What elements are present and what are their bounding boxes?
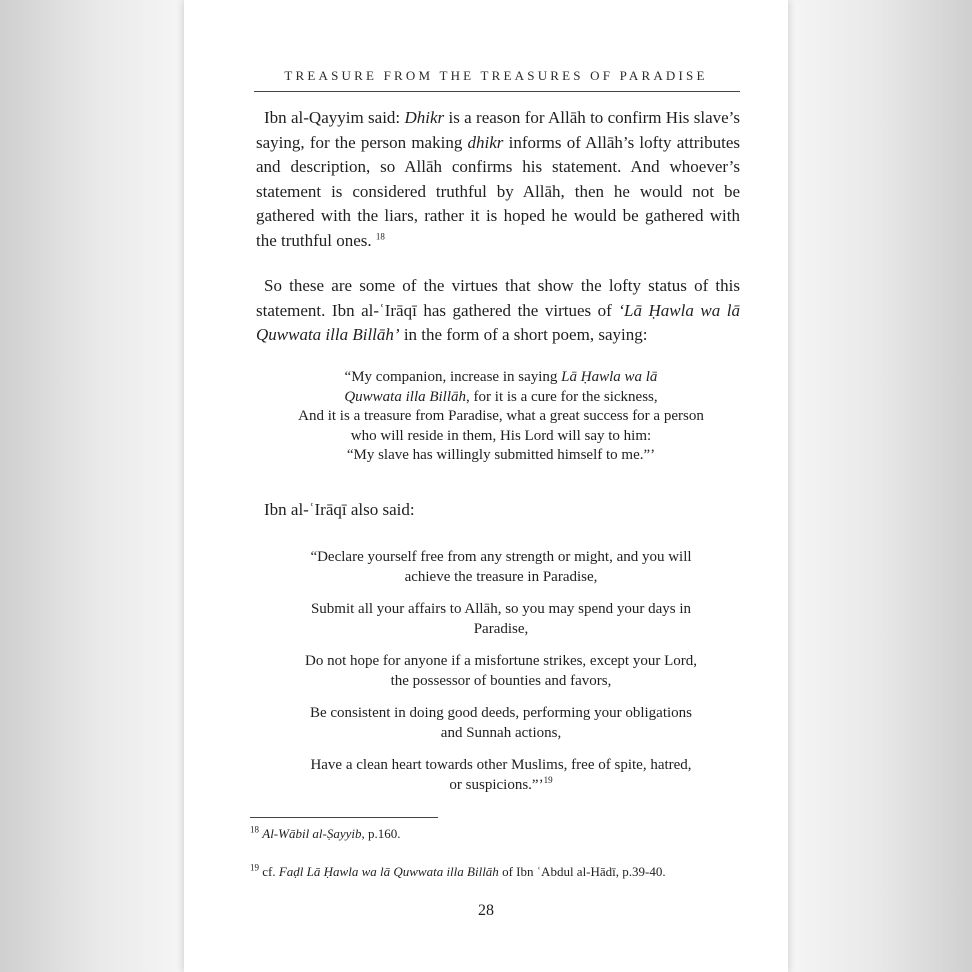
footnote-text: of Ibn ʿAbdul al-Hādī, p.39-40. (498, 864, 666, 879)
text-run: Ibn al-ʿIrāqī also said: (264, 500, 415, 519)
poem-line: “My companion, increase in saying Lā Ḥawla wa lā (344, 369, 658, 385)
footnote-ref-18[interactable]: 18 (375, 230, 385, 241)
page-number: 28 (478, 902, 494, 919)
footnote-number: 18 (250, 824, 259, 835)
poem-line: who will reside in them, His Lord will say to him: (350, 427, 652, 444)
footnote-ref-19[interactable]: 19 (543, 775, 553, 785)
poem-line: Paradise, (473, 621, 529, 637)
poem-line: Quwwata illa Billāh, for it is a cure for the sickness, (344, 388, 658, 405)
poem-line: Be consistent in doing good deeds, performing your obligations (309, 705, 693, 721)
poem-two-stanza-4 (256, 703, 746, 743)
text-run: So these are some of the virtues that show the lofty status of this statement. Ibn al-ʿIrāqī has gathered the virtues of (256, 276, 740, 320)
poem-line: or suspicions.”’$^{19}$ (449, 775, 553, 793)
paragraph-also-said (256, 498, 740, 523)
poem-one (256, 368, 746, 466)
text-run: in the form of a short poem, saying: (399, 325, 648, 344)
footnote-number: 19 (250, 862, 259, 873)
italic-run: Dhikr (404, 108, 445, 127)
text-run: Ibn al-Qayyim said: (264, 108, 405, 127)
footnote-text: , p.160. (361, 826, 401, 841)
poem-line: achieve the treasure in Paradise, (404, 569, 598, 585)
footnote-rule (250, 817, 438, 818)
paragraph-ibn-al-qayyim (256, 106, 740, 253)
poem-line: the possessor of bounties and favors, (390, 673, 612, 689)
poem-two-stanza-1 (256, 547, 746, 587)
footnote-19 (250, 863, 666, 881)
footnote-title: Al-Wābil al-Ṣayyib (262, 826, 362, 841)
italic-run: ‘Lā Ḥawla wa lā Quwwata illa Billāh’ (256, 300, 740, 344)
footnote-title: Faḍl Lā Ḥawla wa lā Quwwata illa Billāh (278, 864, 499, 879)
text-run: is a reason for Allāh to confirm His slave’s saying, for the person making (256, 108, 741, 152)
book-page (184, 0, 788, 972)
header-rule (254, 91, 740, 92)
italic-run: dhikr (467, 132, 504, 152)
footnote-18 (250, 825, 401, 843)
poem-line: Do not hope for anyone if a misfortune strikes, except your Lord, (305, 653, 697, 669)
poem-line: Have a clean heart towards other Muslims, free of spite, hatred, (310, 757, 692, 773)
poem-two-stanza-5 (256, 755, 746, 795)
poem-line: And it is a treasure from Paradise, what a great success for a person (298, 408, 704, 424)
poem-line: and Sunnah actions, (440, 725, 562, 741)
poem-line: “Declare yourself free from any strength or might, and you will (310, 549, 692, 565)
text-run: informs of Allāh’s lofty attributes and description, so Allāh confirms his statement. And whoever’s statement is considered truthful by Allāh, then he would not be gathered with the liars, rather it is hoped he would be gathered with the truthful ones. (256, 132, 740, 250)
poem-two-stanza-2 (256, 599, 746, 639)
footnote-text: cf. (259, 864, 279, 879)
poem-two-stanza-3 (256, 651, 746, 691)
running-header: TREASURE FROM THE TREASURES OF PARADISE (284, 68, 708, 83)
poem-line: Submit all your affairs to Allāh, so you may spend your days in (310, 601, 692, 617)
poem-line: “My slave has willingly submitted himself to me.”’ (346, 447, 656, 463)
paragraph-virtues (256, 274, 740, 348)
